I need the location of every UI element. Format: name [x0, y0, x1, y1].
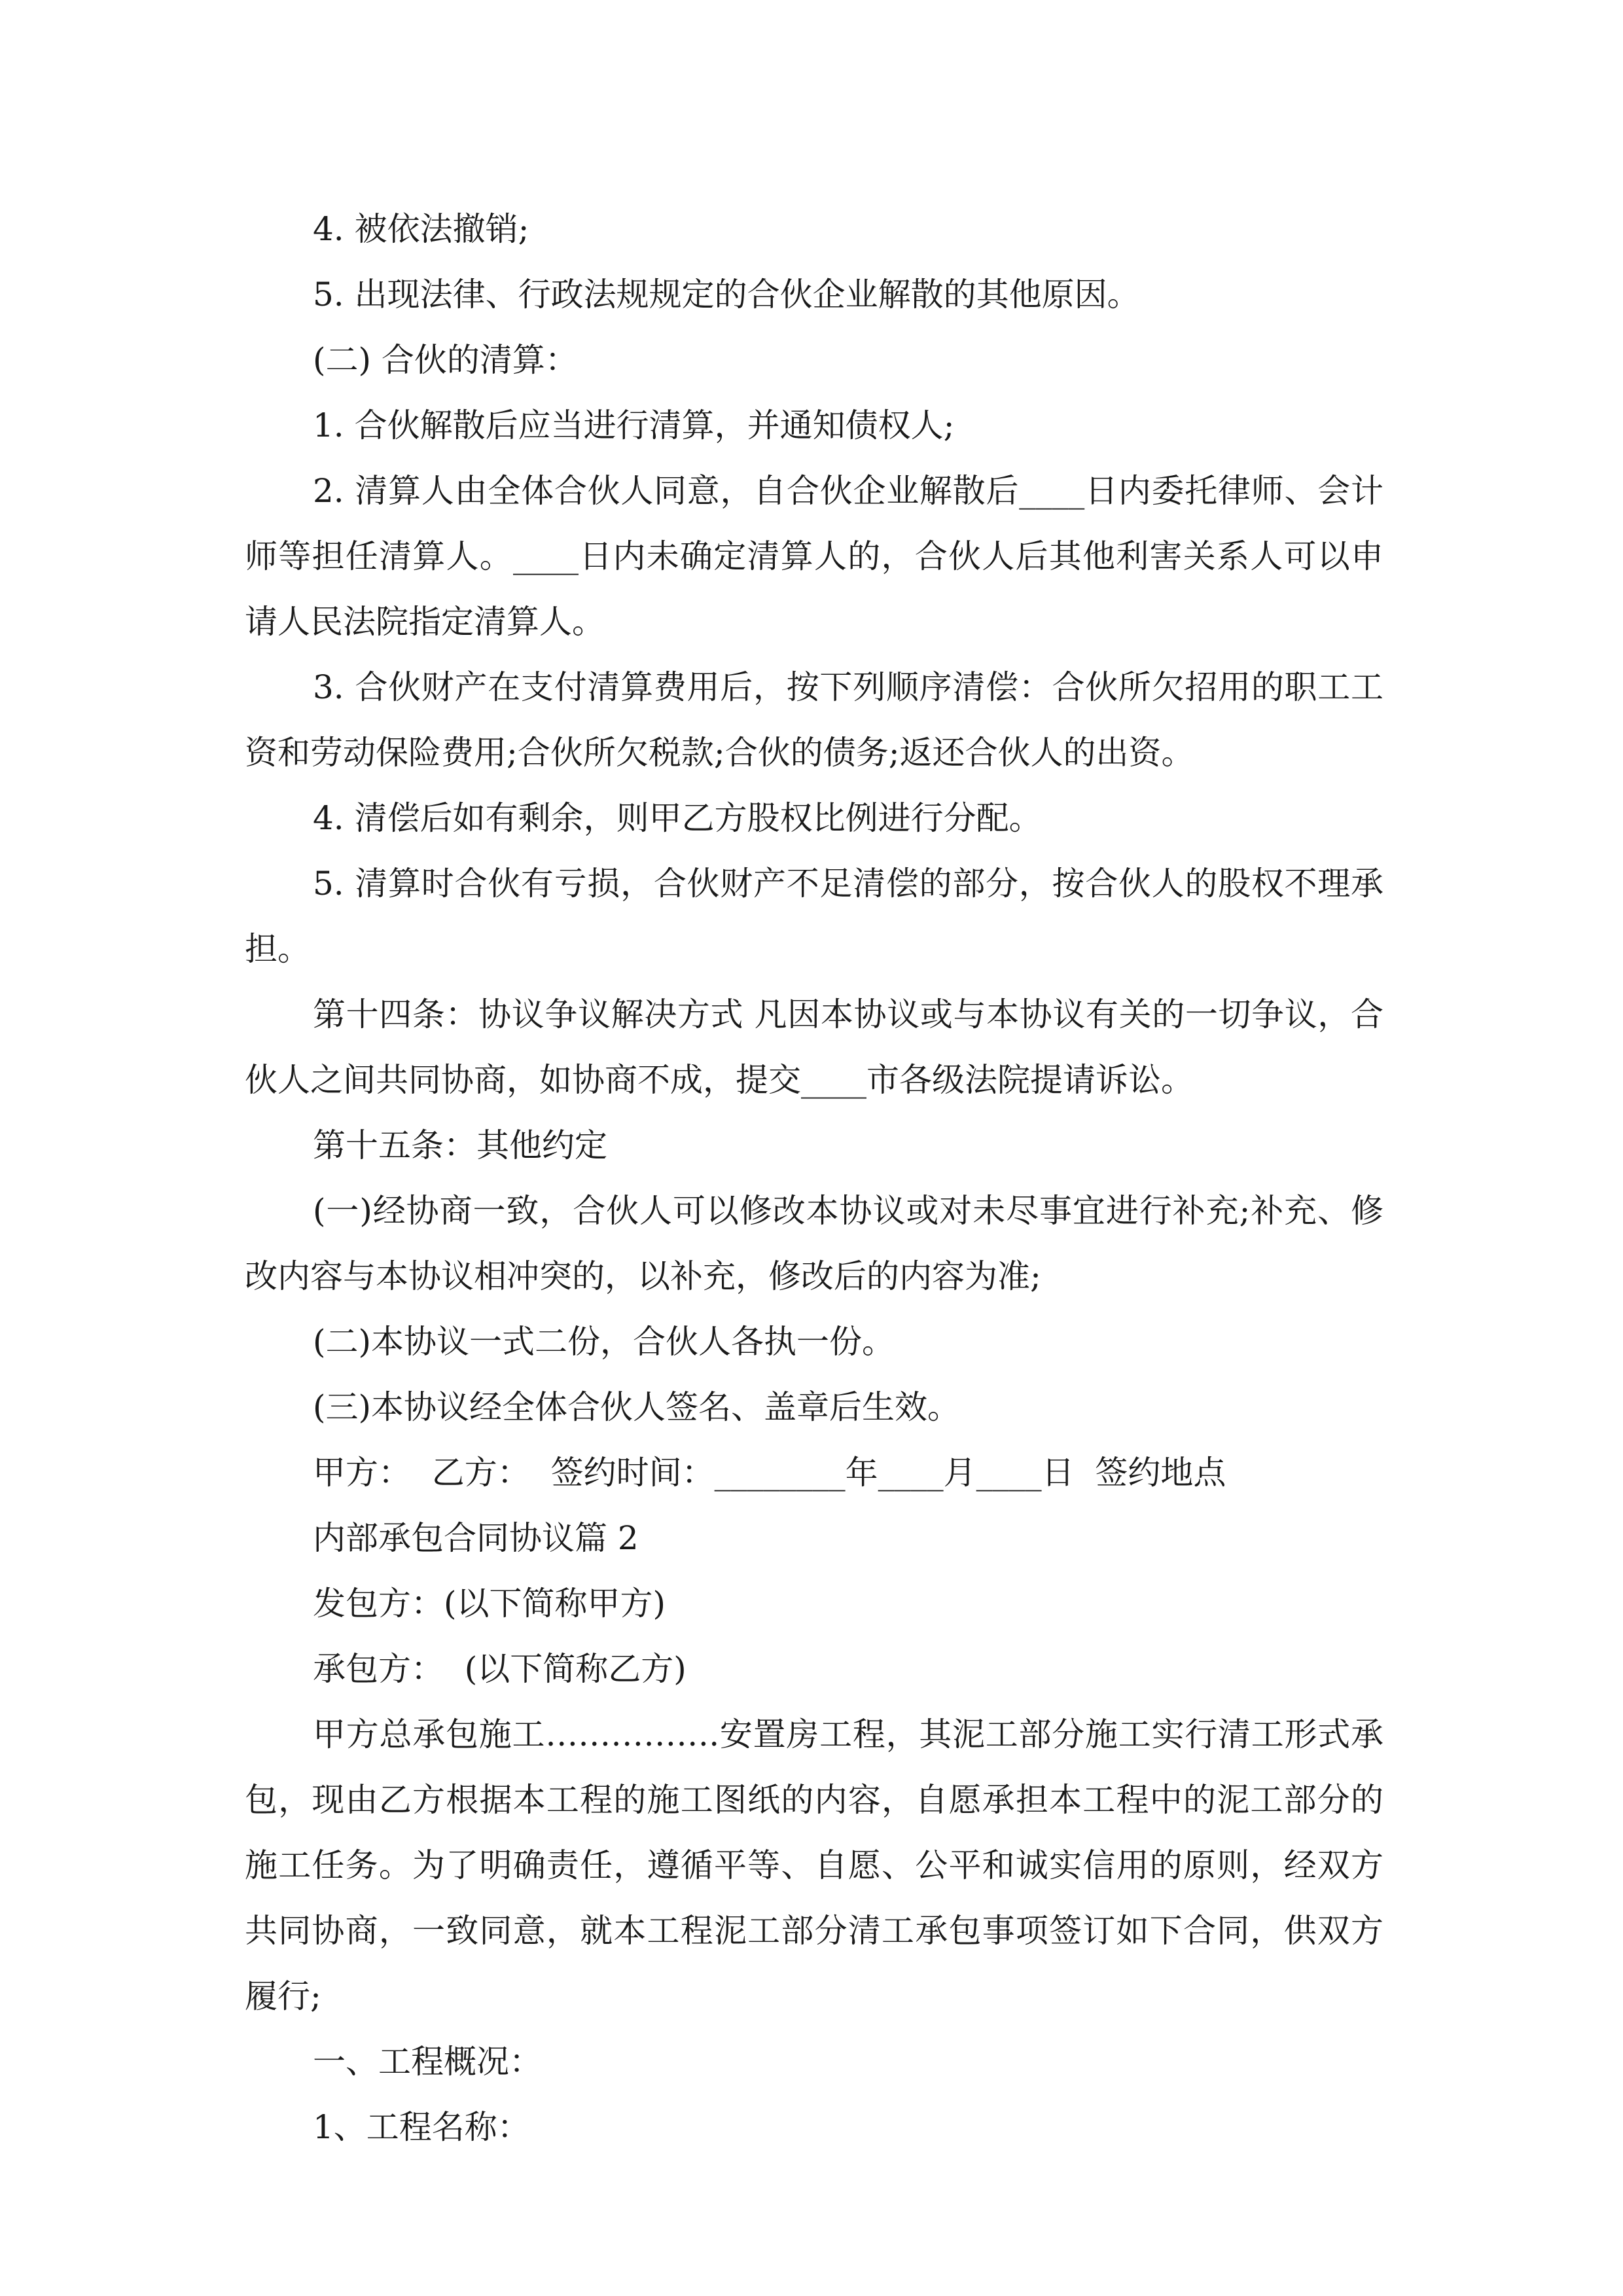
document-body	[245, 196, 1383, 2160]
section-project-overview: 一、工程概况：	[313, 2043, 542, 2081]
article-15-item-2: (二)本协议一式二份，合伙人各执一份。	[313, 1323, 895, 1361]
list-item-liquidation-4: 4. 清偿后如有剩余，则甲乙方股权比例进行分配。	[313, 799, 1042, 837]
article-15-heading: 第十五条：其他约定	[313, 1126, 607, 1164]
section-heading-liquidation: (二) 合伙的清算：	[313, 341, 578, 379]
list-item-liquidation-5: 5. 清算时合伙有亏损，合伙财产不足清偿的部分，按合伙人的股权不理承担。	[245, 865, 1383, 968]
project-name-line: 1、工程名称：	[313, 2108, 530, 2146]
list-item-liquidation-1: 1. 合伙解散后应当进行清算，并通知债权人;	[313, 406, 955, 444]
article-15-item-3: (三)本协议经全体合伙人签名、盖章后生效。	[313, 1388, 961, 1426]
party-a-line: 发包方：(以下简称甲方)	[313, 1585, 666, 1623]
contract-preamble: 甲方总承包施工…………….安置房工程，其泥工部分施工实行清工形式承包，现由乙方根据本工程的施工图纸的内容，自愿承担本工程中的泥工部分的施工任务。为了明确责任，遵循平等、自愿、公平和诚实信用的原则，经双方共同协商，一致同意，就本工程泥工部分清工承包事项签订如下合同，供双方履行;	[245, 1715, 1383, 2015]
list-item-liquidation-3: 3. 合伙财产在支付清算费用后，按下列顺序清偿：合伙所欠招用的职工工资和劳动保险费用;合伙所欠税款;合伙的债务;返还合伙人的出资。	[245, 668, 1383, 772]
list-item-other-reasons: 5. 出现法律、行政法规规定的合伙企业解散的其他原因。	[313, 276, 1140, 314]
list-item-liquidation-2: 2. 清算人由全体合伙人同意，自合伙企业解散后____日内委托律师、会计师等担任清算人。____日内未确定清算人的，合伙人后其他利害关系人可以申请人民法院指定清算人。	[245, 472, 1383, 641]
signature-line: 甲方： 乙方： 签约时间：________年____月____日 签约地点	[313, 1454, 1226, 1492]
article-15-item-1: (一)经协商一致，合伙人可以修改本协议或对未尽事宜进行补充;补充、修改内容与本协议相冲突的，以补充，修改后的内容为准;	[245, 1192, 1383, 1295]
contract-title-2: 内部承包合同协议篇 2	[313, 1519, 639, 1557]
list-item-revoked: 4. 被依法撤销;	[313, 210, 529, 248]
article-14: 第十四条：协议争议解决方式 凡因本协议或与本协议有关的一切争议，合伙人之间共同协商，如协商不成，提交____市各级法院提请诉讼。	[245, 996, 1383, 1099]
party-b-line: 承包方： (以下简称乙方)	[313, 1650, 687, 1688]
